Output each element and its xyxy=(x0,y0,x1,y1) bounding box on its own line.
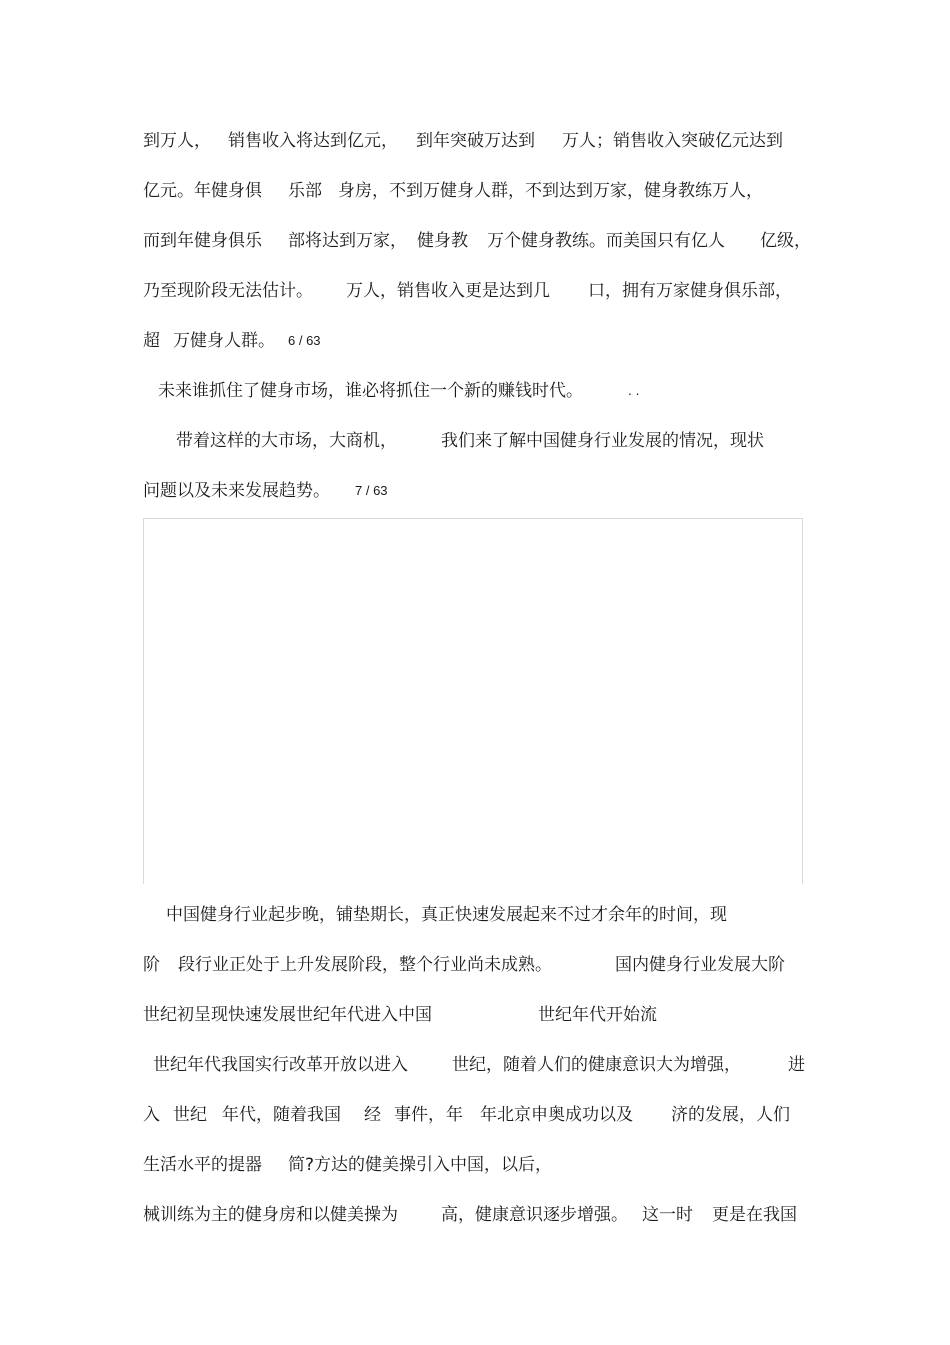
text-segment: 万个健身教练。而美国只有亿人 xyxy=(487,231,725,251)
text-segment: 段行业正处于上升发展阶段，整个行业尚未成熟。 xyxy=(178,955,552,975)
text-segment: 高，健康意识逐步增强。 xyxy=(441,1205,628,1225)
text-segment: 而到年健身俱乐 xyxy=(143,231,262,251)
text-segment: 超 xyxy=(143,331,160,351)
text-segment: 事件， xyxy=(394,1105,445,1125)
text-segment: 口，拥有万家健身俱乐部， xyxy=(588,281,792,301)
text-segment: 年 xyxy=(446,1105,463,1125)
text-segment: 世纪年代开始流 xyxy=(538,1005,657,1025)
text-segment: 乃至现阶段无法估计。 xyxy=(143,281,313,301)
text-segment: 未来谁抓住了健身市场，谁必将抓住一个新的赚钱时代。 xyxy=(158,381,583,401)
text-segment: 年代，随着我国 xyxy=(222,1105,341,1125)
text-segment: 万人，销售收入更是达到几 xyxy=(346,281,550,301)
text-segment: 世纪初呈现快速发展世纪年代进入中国 xyxy=(143,1005,432,1025)
text-segment: 我们来了解中国健身行业发展的情况，现状 xyxy=(441,431,764,451)
text-segment: 更是在我国 xyxy=(712,1205,797,1225)
text-segment: 年北京申奥成功以及 xyxy=(480,1105,633,1125)
page-number: 6 / 63 xyxy=(288,333,321,348)
text-segment: 乐部 xyxy=(288,181,322,201)
text-segment: 阶 xyxy=(143,955,160,975)
text-segment: 健身教 xyxy=(417,231,468,251)
text-segment: 这一时 xyxy=(642,1205,693,1225)
text-segment: 世纪 xyxy=(173,1105,207,1125)
text-segment: 经 xyxy=(364,1105,381,1125)
text-segment: 中国健身行业起步晚，铺垫期长，真正快速发展起来不过才余年的时间，现 xyxy=(166,905,727,925)
text-segment: 世纪，随着人们的健康意识大为增强， xyxy=(452,1055,741,1075)
text-segment: 到年突破万达到 xyxy=(416,131,535,151)
text-segment: 国内健身行业发展大阶 xyxy=(615,955,785,975)
text-segment: 身房，不到万健身人群，不到达到万家，健身教练万人， xyxy=(338,181,763,201)
text-segment: 世纪年代我国实行改革开放以进入 xyxy=(153,1055,408,1075)
text-segment: 万人；销售收入突破亿元达到 xyxy=(562,131,783,151)
text-segment: 万健身人群。 xyxy=(173,331,275,351)
text-segment: 亿级， xyxy=(760,231,811,251)
text-segment: 简?方达的健美操引入中国，以后， xyxy=(288,1155,553,1175)
text-segment: 销售收入将达到亿元， xyxy=(228,131,398,151)
text-segment: 到万人， xyxy=(143,131,211,151)
page-number: 7 / 63 xyxy=(355,483,388,498)
text-segment: 亿元。年健身俱 xyxy=(143,181,262,201)
text-segment: 带着这样的大市场，大商机， xyxy=(176,431,397,451)
punctuation-marks: . . xyxy=(628,384,640,398)
text-segment: 生活水平的提器 xyxy=(143,1155,262,1175)
text-segment: 进 xyxy=(788,1055,805,1075)
text-segment: 部将达到万家， xyxy=(288,231,407,251)
text-segment: 械训练为主的健身房和以健美操为 xyxy=(143,1205,398,1225)
text-segment: 济的发展，人们 xyxy=(671,1105,790,1125)
blank-figure-frame xyxy=(143,518,803,884)
text-segment: 问题以及未来发展趋势。 xyxy=(143,481,330,501)
text-segment: 入 xyxy=(143,1105,160,1125)
